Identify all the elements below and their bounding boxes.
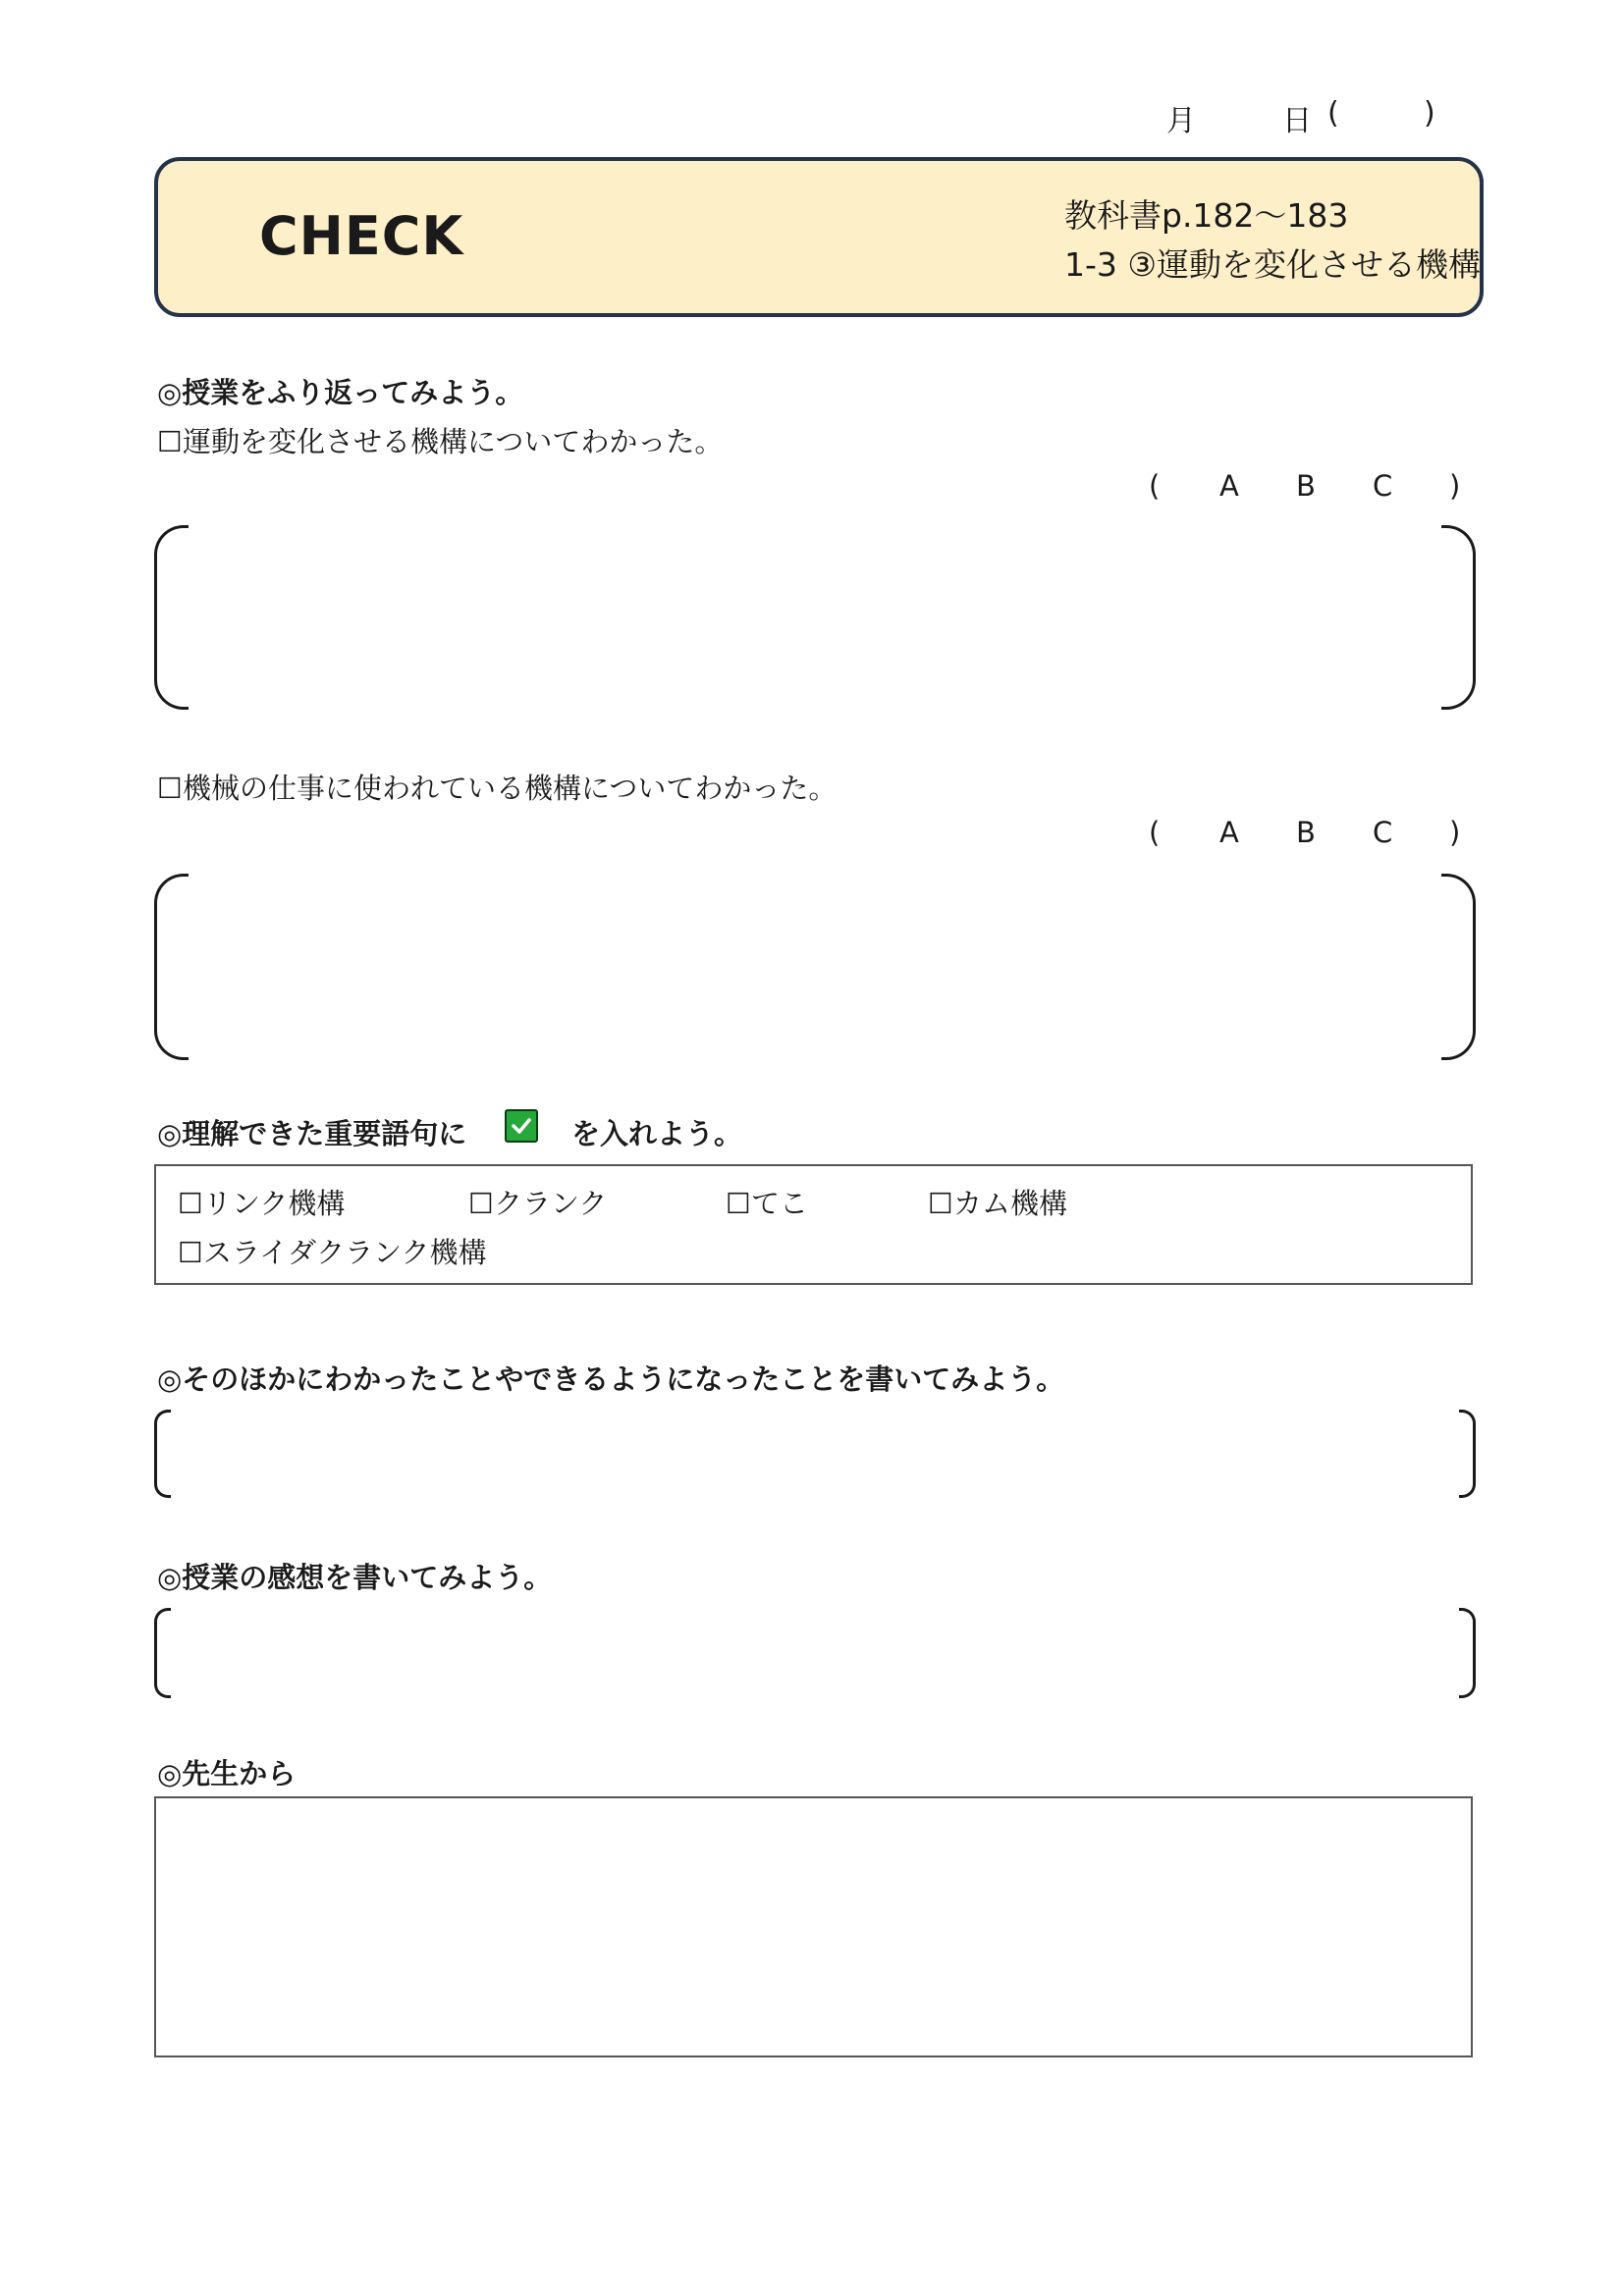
bracket-right xyxy=(1459,1410,1476,1498)
term-cam-mechanism[interactable]: ☐カム機構 xyxy=(928,1187,1067,1220)
terms-heading: ◎理解できた重要語句に xyxy=(157,1117,467,1150)
bracket-left xyxy=(154,874,189,1060)
checkmark-icon xyxy=(505,1109,538,1143)
impression-answer[interactable] xyxy=(154,1608,1476,1698)
date-month-label: 月 xyxy=(1166,104,1197,138)
rating-1-open: ( xyxy=(1149,469,1161,503)
textbook-pages: 教科書p.182～183 xyxy=(1064,196,1349,235)
rating-2-open: ( xyxy=(1149,816,1161,849)
header-banner xyxy=(154,157,1484,317)
bracket-right xyxy=(1459,1608,1476,1698)
review-heading: ◎授業をふり返ってみよう。 xyxy=(157,376,524,409)
impression-heading: ◎授業の感想を書いてみよう。 xyxy=(157,1561,553,1594)
bracket-left xyxy=(154,525,189,710)
terms-heading-suffix: を入れよう。 xyxy=(571,1117,743,1150)
date-paren-open: ( xyxy=(1327,96,1340,131)
bracket-right xyxy=(1441,874,1476,1060)
rating-1-b[interactable]: B xyxy=(1296,469,1316,503)
rating-1-close: ) xyxy=(1449,469,1461,503)
review-answer-2[interactable] xyxy=(154,874,1476,1060)
rating-2-b[interactable]: B xyxy=(1296,816,1316,849)
term-lever[interactable]: ☐てこ xyxy=(726,1187,808,1220)
rating-2-close: ) xyxy=(1449,816,1461,849)
review-item-1[interactable]: ☐運動を変化させる機構についてわかった。 xyxy=(157,425,724,458)
rating-2-a[interactable]: A xyxy=(1219,816,1239,849)
teacher-heading: ◎先生から xyxy=(157,1757,297,1790)
unit-title: 1-3 ③運動を変化させる機構 xyxy=(1064,245,1481,284)
term-crank[interactable]: ☐クランク xyxy=(468,1187,608,1220)
review-item-2[interactable]: ☐機械の仕事に使われている機構についてわかった。 xyxy=(157,772,838,805)
page-title: CHECK xyxy=(259,205,464,267)
bracket-left xyxy=(154,1608,171,1698)
teacher-comment-box[interactable] xyxy=(154,1796,1473,2057)
rating-2-c[interactable]: C xyxy=(1373,816,1393,849)
date-paren-close: ) xyxy=(1424,96,1436,131)
date-day-label: 日 xyxy=(1282,104,1313,138)
bracket-left xyxy=(154,1410,171,1498)
other-answer[interactable] xyxy=(154,1410,1476,1498)
term-slider-crank[interactable]: ☐スライダクランク機構 xyxy=(178,1236,487,1269)
rating-1-a[interactable]: A xyxy=(1219,469,1239,503)
other-heading: ◎そのほかにわかったことやできるようになったことを書いてみよう。 xyxy=(157,1362,1065,1396)
terms-box xyxy=(154,1164,1473,1285)
term-link-mechanism[interactable]: ☐リンク機構 xyxy=(178,1187,346,1220)
bracket-right xyxy=(1441,525,1476,710)
rating-1-c[interactable]: C xyxy=(1373,469,1393,503)
review-answer-1[interactable] xyxy=(154,525,1476,710)
